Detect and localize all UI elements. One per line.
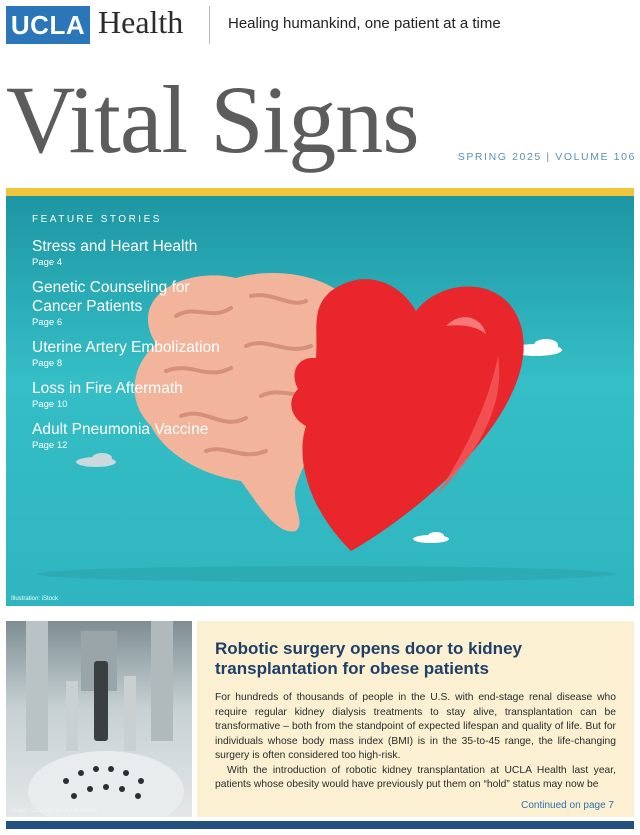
surgical-robot-icon xyxy=(6,621,192,817)
story-page: Page 8 xyxy=(32,358,63,369)
continued-link[interactable]: Continued on page 7 xyxy=(521,800,614,811)
story-title: Uterine Artery Embolization xyxy=(32,339,220,356)
header-divider xyxy=(209,6,210,44)
gold-divider-bar xyxy=(6,188,634,196)
illustration-credit: Illustration: iStock xyxy=(11,596,59,602)
story-title: Loss in Fire Aftermath xyxy=(32,380,183,397)
article-paragraph: For hundreds of thousands of people in the U.S. with end-stage renal disease who require regular kidney dialysis treatments to stay alive, transplantation can be transformative – both from the standpoint of expected lifespan and quality of life. But for individuals whose body mass index (BMI) is in the 35-to-45 range, the life-changing surgery is often considered too high-risk. xyxy=(215,692,616,761)
story-page: Page 4 xyxy=(32,257,63,268)
masthead-title: Vital Signs xyxy=(6,66,419,173)
story-link-stress[interactable] xyxy=(32,237,262,268)
feature-hero xyxy=(6,196,634,606)
feature-stories-list xyxy=(32,214,262,461)
story-page: Page 12 xyxy=(32,440,68,451)
photo-credit: Image: Courtesy of UCLA Health xyxy=(10,808,98,814)
issue-info: SPRING 2025 | VOLUME 106 xyxy=(457,151,636,163)
story-link-genetic[interactable] xyxy=(32,278,262,328)
story-page: Page 10 xyxy=(32,399,68,410)
story-page: Page 6 xyxy=(32,317,63,328)
heart-icon xyxy=(291,279,523,551)
navy-footer-bar xyxy=(6,821,634,829)
story-title: Stress and Heart Health xyxy=(32,238,198,255)
logo-ucla-text: UCLA xyxy=(10,9,86,40)
cover-article xyxy=(197,621,634,817)
feature-stories-heading: FEATURE STORIES xyxy=(32,214,162,225)
logo-health-text: Health xyxy=(98,4,184,40)
tagline: Healing humankind, one patient at a time xyxy=(228,15,501,32)
article-paragraph: With the introduction of robotic kidney transplantation at UCLA Health last year, patients whose obesity would have previously put them on “hold” status may now be xyxy=(215,764,616,790)
ucla-logo[interactable] xyxy=(6,6,90,44)
story-title: Adult Pneumonia Vaccine xyxy=(32,421,209,438)
story-title: Genetic Counseling for Cancer Patients xyxy=(32,279,190,315)
article-headline[interactable]: Robotic surgery opens door to kidney transplantation for obese patients xyxy=(215,639,522,678)
robotic-surgery-photo xyxy=(6,621,192,817)
story-link-uterine[interactable] xyxy=(32,338,262,369)
story-link-fire[interactable] xyxy=(32,379,262,410)
story-link-pneumonia[interactable] xyxy=(32,420,262,451)
